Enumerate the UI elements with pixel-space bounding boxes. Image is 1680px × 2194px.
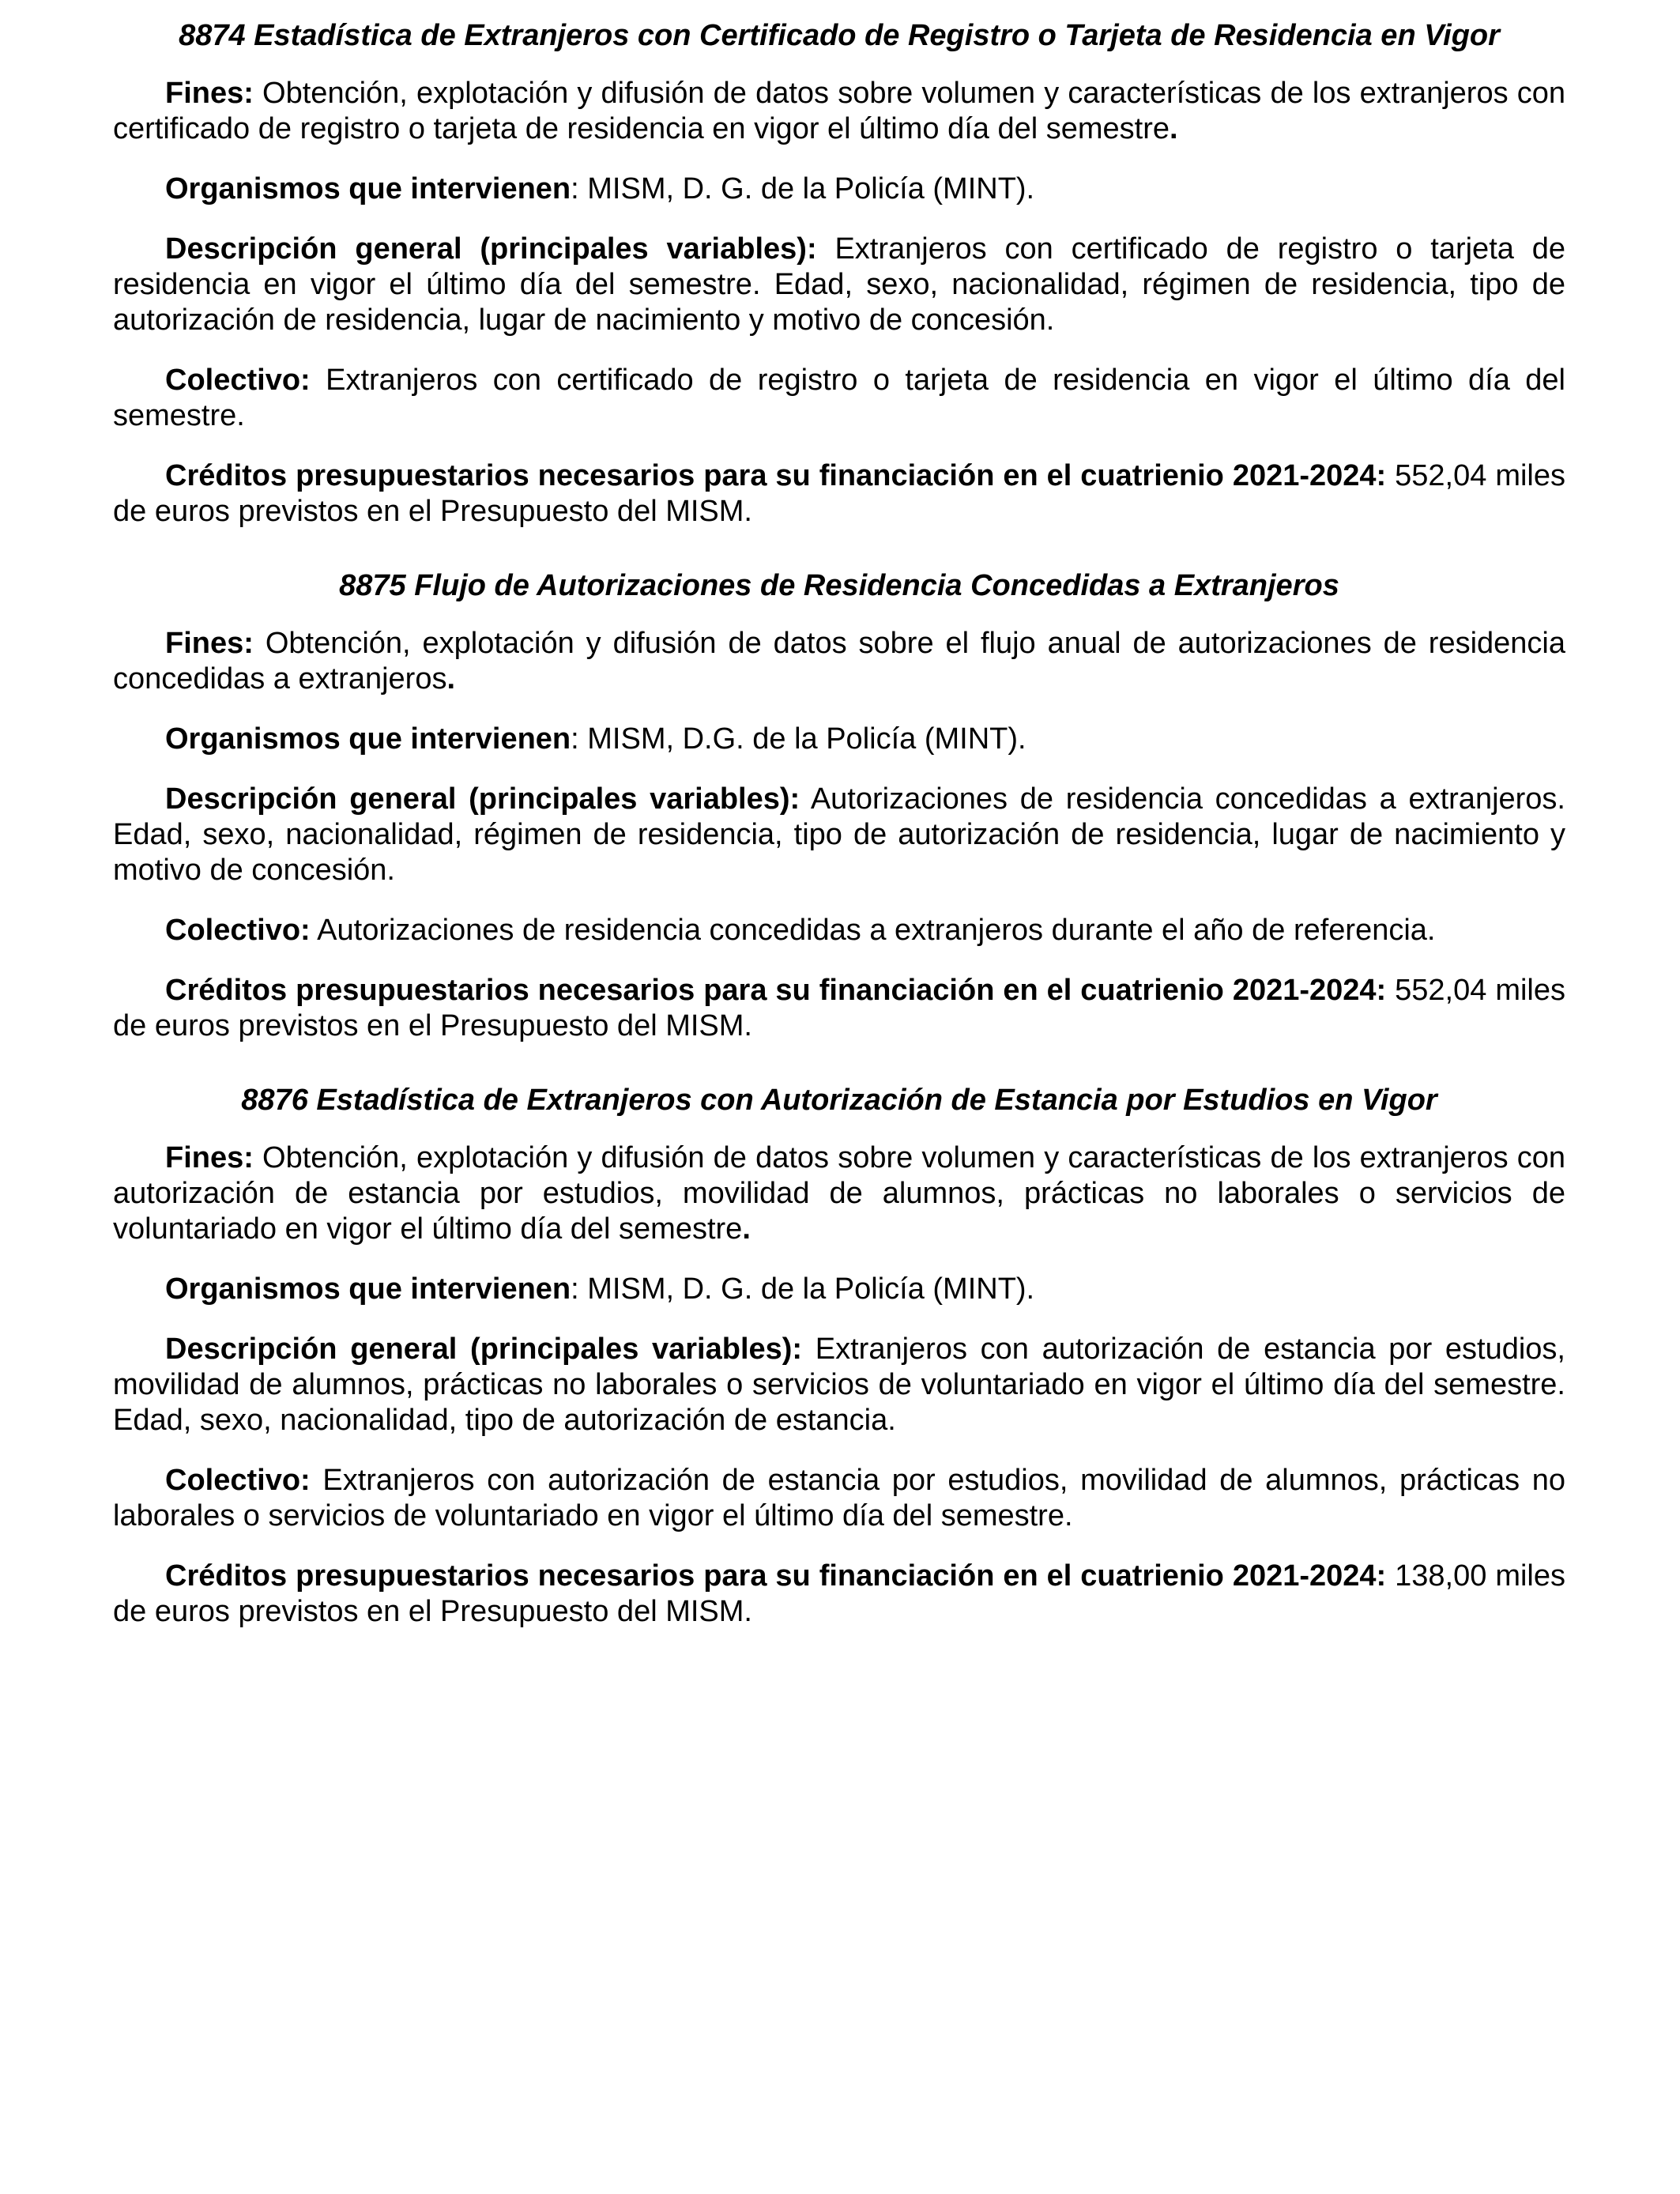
creditos-paragraph [113,973,1565,1044]
fines-paragraph [113,76,1565,147]
descripcion-paragraph [113,232,1565,338]
organismos-text: : MISM, D.G. de la Policía (MINT). [571,722,1026,756]
creditos-label: Créditos presupuestarios necesarios para su financiación en el cuatrienio 2021-2024: [165,459,1387,492]
organismos-text: : MISM, D. G. de la Policía (MINT). [571,172,1035,205]
colectivo-label: Colectivo: [165,364,311,397]
creditos-label: Créditos presupuestarios necesarios para su financiación en el cuatrienio 2021-2024: [165,1559,1387,1593]
descripcion-text: Extranjeros con autorización de estancia por estudios, movilidad de alumnos, prácticas no laborales o servicios de voluntariado en vigor el último día del semestre. Edad, sexo, nacionalidad, tipo de autorización de estancia. [113,1333,1565,1437]
fines-end: . [742,1212,751,1246]
fines-end: . [1170,112,1178,145]
organismos-text: : MISM, D. G. de la Policía (MINT). [571,1272,1035,1306]
descripcion-paragraph [113,1332,1565,1438]
creditos-paragraph [113,1559,1565,1630]
descripcion-label: Descripción general (principales variables): [165,232,817,266]
descripcion-paragraph [113,782,1565,888]
creditos-text: 552,04 miles de euros previstos en el Presupuesto del MISM. [113,974,1565,1042]
colectivo-label: Colectivo: [165,1464,311,1497]
descripcion-label: Descripción general (principales variables): [165,782,800,816]
creditos-text: 552,04 miles de euros previstos en el Presupuesto del MISM. [113,459,1565,528]
organismos-label: Organismos que intervienen [165,172,571,205]
colectivo-text: Extranjeros con certificado de registro o tarjeta de residencia en vigor el último día del semestre. [113,364,1565,432]
fines-end: . [446,662,456,696]
organismos-paragraph [113,722,1565,757]
organismos-paragraph [113,1272,1565,1307]
colectivo-paragraph [113,1463,1565,1534]
fines-paragraph [113,626,1565,697]
creditos-label: Créditos presupuestarios necesarios para su financiación en el cuatrienio 2021-2024: [165,974,1387,1007]
fines-label: Fines: [165,627,254,660]
section-title: 8876 Estadística de Extranjeros con Autorización de Estancia por Estudios en Vigor [241,1084,1437,1117]
descripcion-label: Descripción general (principales variables): [165,1333,803,1366]
section-8876 [113,1082,1565,1630]
descripcion-text: Autorizaciones de residencia concedidas a extranjeros. Edad, sexo, nacionalidad, régimen de residencia, tipo de autorización de residencia, lugar de nacimiento y motivo de concesión. [113,782,1565,887]
section-title: 8874 Estadística de Extranjeros con Certificado de Registro o Tarjeta de Residencia en Vigor [179,19,1500,52]
colectivo-paragraph [113,363,1565,434]
creditos-paragraph [113,458,1565,530]
fines-text: Obtención, explotación y difusión de datos sobre el flujo anual de autorizaciones de residencia concedidas a extranjeros [113,627,1565,696]
section-title: 8875 Flujo de Autorizaciones de Residencia Concedidas a Extranjeros [339,569,1339,602]
organismos-label: Organismos que intervienen [165,1272,571,1306]
colectivo-paragraph [113,913,1565,948]
section-8875 [113,567,1565,1044]
fines-label: Fines: [165,77,254,110]
fines-label: Fines: [165,1141,254,1174]
colectivo-text: Extranjeros con autorización de estancia por estudios, movilidad de alumnos, prácticas no laborales o servicios de voluntariado en vigor el último día del semestre. [113,1464,1565,1532]
organismos-label: Organismos que intervienen [165,722,571,756]
creditos-text: 138,00 miles de euros previstos en el Presupuesto del MISM. [113,1559,1565,1628]
organismos-paragraph [113,172,1565,207]
descripcion-text: Extranjeros con certificado de registro o tarjeta de residencia en vigor el último día del semestre. Edad, sexo, nacionalidad, régimen de residencia, tipo de autorización de residencia, lugar de nacimiento y motivo de concesión. [113,232,1565,337]
fines-text: Obtención, explotación y difusión de datos sobre volumen y características de los extranjeros con certificado de registro o tarjeta de residencia en vigor el último día del semestre [113,77,1565,145]
fines-paragraph [113,1140,1565,1247]
colectivo-text: Autorizaciones de residencia concedidas a extranjeros durante el año de referencia. [310,914,1436,947]
colectivo-label: Colectivo: [165,914,311,947]
fines-text: Obtención, explotación y difusión de datos sobre volumen y características de los extranjeros con autorización de estancia por estudios, movilidad de alumnos, prácticas no laborales o servicios de voluntariado en vigor el último día del semestre [113,1141,1565,1246]
section-8874 [113,17,1565,530]
